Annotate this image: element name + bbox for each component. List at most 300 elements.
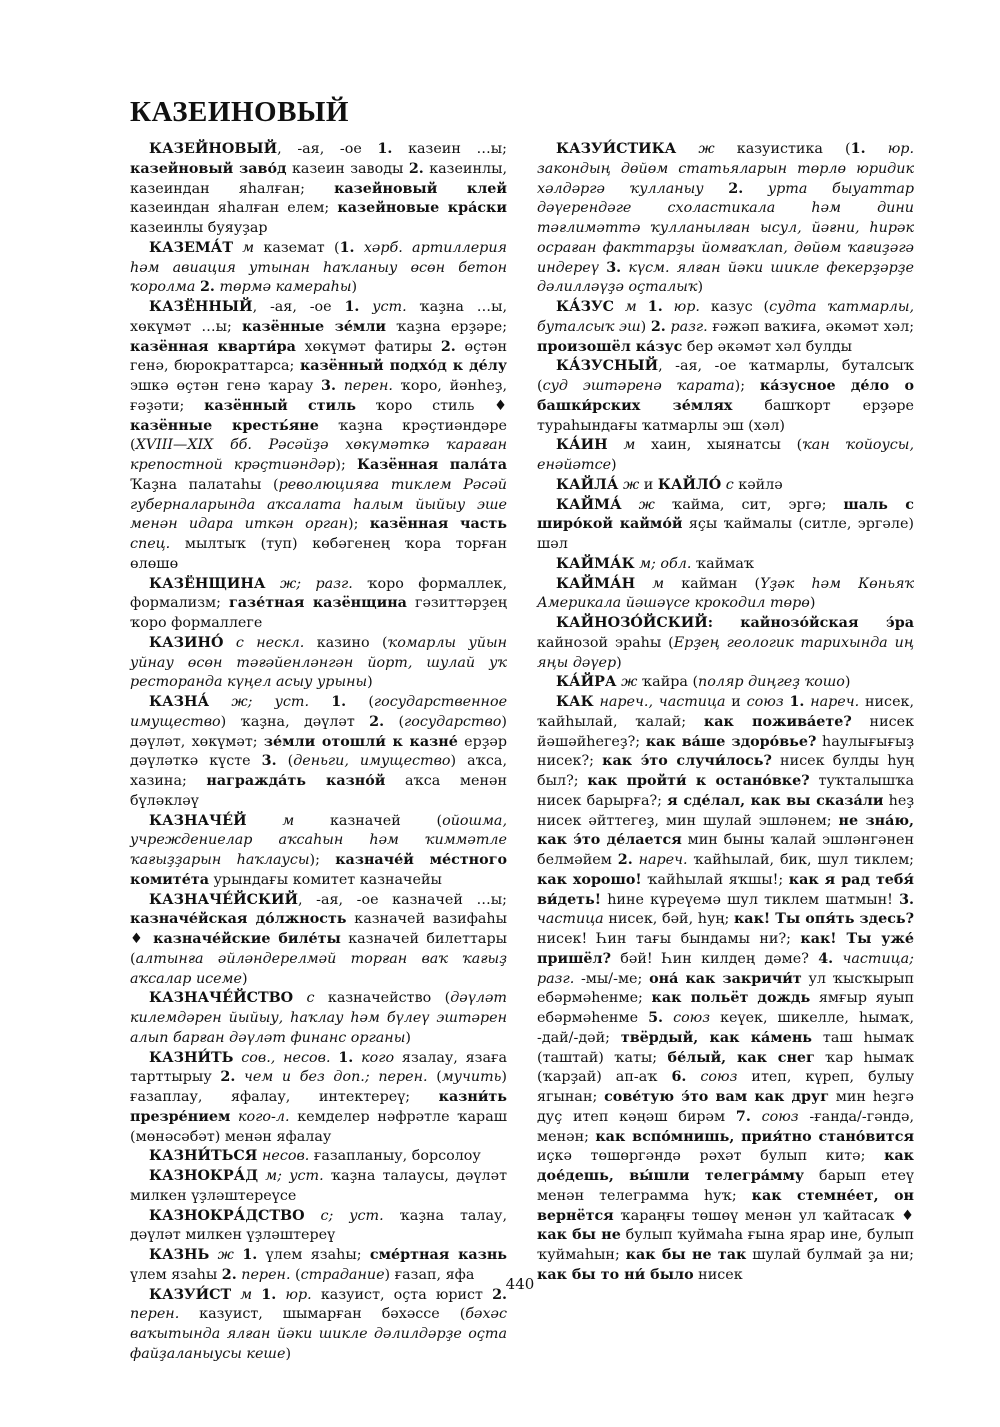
headword-text: казённый подхо́д к де́лу (299, 358, 508, 375)
definition-text: ) дәүләт, хөкүмәт; (130, 713, 507, 750)
label-text: нареч., частица (599, 694, 726, 710)
definition-text (866, 141, 888, 157)
headword-text: 7. (735, 1108, 751, 1125)
definition-text: ) (809, 595, 816, 612)
page-number: 440 (505, 1275, 535, 1293)
headword-text: не зна́ю, как э́то де́лается (537, 812, 914, 849)
headword-text: как стемне́ет, он вернётся (537, 1187, 914, 1224)
definition-text (676, 141, 698, 157)
definition-text: һаулығығыҙ нисек?; (537, 733, 914, 770)
definition-text: урындағы комитет казначейы (208, 871, 442, 888)
definition-text: ) (351, 279, 358, 296)
dictionary-entry (537, 555, 914, 575)
definition-text (336, 378, 344, 394)
label-text: ойошма, учреждениелар аҡсаһын һәм ҡиммәтле ҡағыҙҙарын һаҡлаусы (130, 812, 507, 868)
dictionary-entry (130, 1147, 507, 1167)
headword-text: произошёл ка́зус (537, 338, 683, 355)
definition-text: туҡталышҡа нисек барырға?; (537, 773, 914, 809)
definition-text (359, 299, 372, 315)
definition-text: ул ҡысҡырып ебәрмәһенме; (537, 970, 915, 1007)
definition-text: , -ая, -ое (252, 299, 345, 315)
headword-text: КАЙЛА́ (556, 476, 619, 493)
headword-text: казейновый заво́д (130, 160, 287, 177)
label-text: кого (361, 1049, 395, 1066)
headword-text: 6. (671, 1069, 687, 1086)
label-text: уст. (372, 299, 407, 315)
definition-text: ) ғазаплау, яфалау, интектереү; (130, 1069, 507, 1105)
label-text: ҡан ҡойоусы, енәйәтсе (537, 437, 914, 473)
definition-text: ) (367, 674, 373, 691)
headword-text: как дое́дешь, вы́шли телегра́мму (537, 1148, 914, 1184)
dictionary-entry (537, 693, 914, 1286)
label-text: м; уст. (265, 1168, 324, 1184)
definition-text: казеинлы, казеиндан яһалған; (130, 160, 507, 197)
dictionary-entry (537, 298, 914, 357)
definition-text: казеин …ы; (392, 141, 508, 157)
definition-text: , -ая, -ое ҡатмарлы, буталсыҡ ( (537, 358, 914, 394)
definition-text: ҡар һымаҡ (ҡарҙай) ап-аҡ (537, 1049, 914, 1086)
running-head: КАЗЕИНОВЫЙ (130, 96, 349, 128)
label-text: с (306, 990, 315, 1007)
definition-text: итеп, күреп, булыу ягынан; (537, 1069, 914, 1105)
headword-text: как вспо́мнишь, прия́тно стано́вится (595, 1128, 915, 1145)
definition-text (233, 240, 242, 256)
definition-text (713, 615, 740, 631)
definition-text: ҡайма, сит, эргә; (654, 496, 844, 513)
definition-text: аҡса менән бүләкләү (130, 773, 507, 809)
headword-text: КАЗНАЧЕ́ЙСКИЙ (149, 891, 298, 908)
label-text: м (240, 1286, 253, 1303)
label-text: күсм. ялған йәки шикле фекерҙәрҙе дәлилләүҙә оҫталыҡ (537, 259, 914, 296)
headword-text: казначе́йская до́лжность (130, 911, 347, 928)
headword-text: 1. (647, 299, 663, 315)
headword-text: как пройти́ к остано́вке? (587, 773, 810, 789)
headword-text: казённая кварти́ра (130, 338, 296, 355)
label-text: государство (404, 713, 502, 730)
definition-text: һине күреүемә шул тиклем шатмын! (601, 891, 900, 908)
headword-text: 1. (789, 694, 805, 710)
headword-text: КАЗНИ́ТЬ (149, 1049, 234, 1066)
definition-text: ҡаймаҡ (691, 555, 755, 572)
headword-text: 2. (440, 338, 456, 355)
dictionary-entry (130, 140, 507, 239)
headword-text: казначе́йские биле́ты (153, 931, 341, 947)
headword-text: КАЙНОЗО́ЙСКИЙ: (556, 615, 714, 631)
label-text: юр. (285, 1286, 312, 1303)
headword-text: как! Ты опя́ть здесь? (733, 911, 914, 928)
definition-text: ғазапланыу, борсолоу (309, 1148, 481, 1165)
dictionary-entry (537, 614, 914, 673)
definition-text: казначей билеттары ( (130, 931, 507, 967)
definition-text: нисек! Һин тағы бындамы ни?; (537, 931, 801, 947)
label-text: алтынға әйләндерелмәй торған ваҡ ҡағыҙ аҡсалар исеме (130, 950, 507, 987)
label-text: м (624, 299, 637, 315)
definition-text: ( (276, 753, 294, 770)
dictionary-entry (537, 673, 914, 693)
dictionary-entry (537, 496, 914, 555)
definition-text: ҡаҙна …ы, хөкүмәт …ы; (130, 299, 508, 335)
dictionary-entry (130, 1286, 507, 1365)
headword-text: 1. (242, 1247, 258, 1263)
label-text: урта быуаттар дәүерендәге схоластикала һәм дини тәғлимәттә ҡулланылған ысул, йәғни, һирәк осраған факттарҙы йомғаҡлап, дөйөм ҡағиҙәгә индереү (537, 180, 914, 276)
headword-text: КАЗЁНЩИНА (149, 575, 266, 592)
label-text: ж; уст. (231, 694, 309, 710)
headword-text: казни́ть презре́нием (130, 1089, 507, 1125)
label-text: м; обл. (639, 555, 692, 572)
definition-text: өҫтән генә, бюрократтарса; (130, 338, 507, 375)
definition-text: ҡайһылай яҡшы!; (641, 871, 789, 888)
headword-text: 1. (338, 1049, 354, 1066)
definition-text: кеүек, шикелле, һымаҡ, -дай/-дәй; (537, 1010, 914, 1046)
definition-text: язалау, язаға тарттырыу (130, 1049, 508, 1086)
definition-text: үлем язаһы (130, 1266, 222, 1283)
dictionary-entry (537, 436, 914, 476)
label-text: страдание (300, 1266, 385, 1283)
definition-text: ); (309, 852, 336, 868)
definition-text: ); (734, 378, 760, 394)
headword-text: казначе́й ме́стного комите́та (130, 852, 507, 888)
dictionary-entry (130, 298, 507, 575)
definition-text (743, 181, 768, 197)
dictionary-entry (537, 140, 914, 298)
label-text: м (652, 575, 665, 592)
headword-text: КАЙЛО́ (657, 476, 722, 493)
headword-text: 1. (261, 1286, 277, 1303)
headword-text: КАЙМА́ (556, 496, 622, 513)
headword-text: 1. (339, 239, 355, 256)
headword-text: КАЙМА́Н (556, 575, 636, 592)
headword-text: 2. (728, 180, 744, 197)
label-text: перен. (241, 1266, 291, 1283)
definition-text: ҡаҙна талаусы, дәүләт милкен үҙләштереүсе (130, 1168, 507, 1204)
label-text: чем и без доп.; перен. (244, 1069, 428, 1086)
definition-text: казуист, шымарған бәхәссе ( (179, 1306, 466, 1323)
headword-text: бе́лый, как снег (667, 1049, 815, 1066)
label-text: частица (537, 911, 604, 928)
headword-text: казённый стиль (204, 397, 356, 414)
definition-text: казино ( (304, 634, 388, 651)
definition-text: үлем язаһы; (257, 1247, 370, 1263)
definition-text (209, 694, 231, 710)
definition-text (309, 694, 331, 710)
dictionary-entry (537, 476, 914, 496)
headword-text: КАЗНОКРА́Д (149, 1168, 259, 1184)
dictionary-entry (130, 575, 507, 634)
headword-text: казённые кресть́яне (130, 417, 319, 434)
headword-text: газе́тная казёнщина (228, 595, 407, 612)
definition-text: ); (335, 457, 357, 473)
definition-text (637, 299, 648, 315)
definition-text (247, 813, 283, 829)
definition-text: Ҡаҙна палатаһы ( (130, 476, 279, 493)
dictionary-entry (537, 357, 914, 436)
definition-text: нисек, ҡайһылай, ҡалай; (537, 694, 915, 730)
definition-text: ); (348, 516, 370, 533)
definition-text: ( (346, 694, 374, 710)
definition-text: ) (241, 970, 248, 987)
label-text: юр. (673, 299, 700, 315)
definition-text: , -ая, -ое казначей …ы; (297, 891, 507, 908)
definition-text: ямғыр яуып ебәрмәһенме (537, 990, 915, 1026)
definition-text: нисек (693, 1266, 743, 1283)
label-text: союз (761, 1108, 799, 1125)
headword-text: 5. (648, 1010, 664, 1026)
definition-text: мин һеҙгә дуҫ итеп кәңәш бирәм (537, 1089, 914, 1125)
definition-text: ҡоро, йәнһеҙ, ғәҙәти; (130, 378, 507, 414)
headword-text: 2. (221, 1266, 237, 1283)
headword-text: как бы то ни́ было (537, 1266, 694, 1283)
definition-text: , -ая, -ое (277, 141, 378, 157)
definition-text: казначей вазифаһы ♦ (130, 911, 507, 947)
label-text: ж; разг. (279, 575, 353, 592)
headword-text: 4. (818, 950, 834, 967)
headword-text: она́ как закричи́т (649, 970, 802, 987)
headword-text: награжда́ть казно́й (206, 773, 386, 789)
headword-text: КА́ЗУСНЫЙ (556, 358, 659, 375)
label-text: суд эштәренә ҡарата (542, 378, 735, 394)
label-text: ж (698, 141, 715, 157)
headword-text: зе́мли отошли́ к казне́ (263, 733, 458, 750)
dictionary-entry (130, 1167, 507, 1207)
definition-text: казус ( (699, 299, 770, 315)
label-text: ҡомарлы уйын уйнау өсөн тәғәйенләнгән йорт, шулай уҡ ресторанда күңел асыу урыны (130, 634, 508, 691)
label-text: разг. (670, 318, 708, 335)
definition-text: ҡаҙна крәҫтиәндәре ( (130, 417, 508, 454)
headword-text: Казённая пала́та (356, 457, 507, 473)
headword-text: казённая часть (369, 516, 507, 533)
headword-text: кайнозо́йская э́ра (740, 615, 914, 631)
headword-text: КАЗНОКРА́ДСТВО (149, 1207, 305, 1224)
definition-text: мылтыҡ (туп) көбәгенең ҡора торған өлөшө (130, 536, 507, 572)
headword-text: КАЗНА́ (149, 694, 210, 710)
headword-text: как пожива́ете? (703, 713, 852, 730)
definition-text: бер әкәмәт хәл булды (682, 338, 852, 355)
definition-text: ) ҡаҙна, дәүләт (220, 713, 370, 730)
headword-text: 3. (606, 259, 622, 276)
definition-text: ҡаҙна талау, дәүләт милкен үҙләштереү (130, 1207, 507, 1244)
headword-text: КАЗНИ́ТЬСЯ (149, 1148, 258, 1165)
dictionary-entry (130, 891, 507, 990)
label-text: сов., несов. (241, 1049, 331, 1066)
definition-text (663, 1010, 673, 1026)
headword-text: КАЗНАЧЕ́Й (149, 812, 247, 829)
headword-text: 1. (850, 141, 866, 157)
definition-text: казеинлы буяуҙар (130, 220, 268, 236)
definition-text (266, 576, 280, 592)
headword-text: 3. (899, 891, 914, 908)
definition-text: и (639, 476, 658, 493)
headword-text: казённые зе́мли (241, 318, 387, 335)
dictionary-entry (130, 1049, 507, 1148)
headword-text: 2. (408, 160, 424, 177)
definition-text (209, 1247, 217, 1263)
headword-text: как э́то случи́лось? (602, 753, 772, 770)
label-text: ж (623, 476, 640, 493)
headword-text: КАК (556, 694, 594, 710)
definition-text: ҡаҙна ерҙәре; (386, 318, 508, 335)
label-text: перен. (343, 378, 393, 394)
label-text: нареч. (810, 694, 860, 710)
definition-text (635, 576, 652, 592)
dictionary-entry (130, 989, 507, 1048)
definition-text: ) (640, 318, 651, 335)
definition-text: ) (611, 457, 617, 473)
definition-text (235, 1069, 244, 1085)
headword-text: сове́тую э́то вам как друг (604, 1089, 829, 1105)
definition-text: бәй! Һин килдең дәме? (610, 950, 819, 967)
label-text: несов. (261, 1148, 310, 1165)
definition-text (751, 1109, 762, 1125)
definition-text (231, 1287, 240, 1303)
label-text: перен. (130, 1306, 180, 1323)
definition-text: ( (427, 1069, 442, 1086)
definition-text: ҡараңғы төшөү менән ул ҡайтасаҡ ♦ (613, 1207, 914, 1224)
label-text: Ерҙең геологик тарихында иң яңы дәүер (537, 634, 915, 671)
label-text: ж (621, 674, 638, 691)
definition-text: эшкә өҫтән генә ҡарау (130, 378, 321, 394)
definition-text: ) (285, 1345, 292, 1362)
definition-text (686, 1069, 700, 1085)
headword-text: 2. (650, 318, 666, 335)
definition-text: ҡоро формаллек, формализм; (130, 575, 508, 612)
definition-text: и (725, 694, 747, 710)
definition-text: -ғанда/-гәндә, менән; (537, 1108, 914, 1145)
definition-text: булып ҡуймаһа ғына ярар ине, булып ҡуймаһын; (537, 1227, 915, 1263)
definition-text: каземат ( (254, 239, 340, 256)
label-text: мучить (441, 1069, 502, 1086)
label-text: с (725, 476, 734, 493)
headword-text: 1. (344, 299, 360, 315)
label-text: юр. закондың дөйөм статьяларын төрлө юридик хәлдәргә ҡулланыу (537, 141, 914, 197)
definition-text: ) (405, 1029, 411, 1046)
dictionary-entry (130, 239, 507, 298)
definition-text: ) (844, 674, 851, 691)
label-text: ж (217, 1247, 234, 1263)
label-text: нареч. (638, 852, 688, 868)
headword-text: 3. (261, 753, 277, 770)
headword-text: КАЗИНО́ (149, 634, 224, 651)
definition-text: таш һымаҡ (таштай) ҡаты; (537, 1029, 915, 1066)
definition-text (223, 635, 235, 651)
headword-text: КАЗУИ́СТИКА (556, 141, 677, 157)
headword-text: КАЙМА́К (556, 555, 635, 572)
label-text: союз (700, 1069, 738, 1086)
definition-text: ҡайһылай, бик, шул тиклем; (687, 852, 915, 868)
definition-text (704, 181, 729, 197)
definition-text: казуист, оҫта юрист (311, 1286, 493, 1303)
definition-text: кайнозой эраһы ( (537, 634, 674, 651)
definition-text (293, 990, 306, 1006)
definition-text: шулай булмай ҙа ни; (746, 1247, 914, 1263)
definition-text (252, 1287, 261, 1303)
headword-text: 1. (331, 694, 347, 710)
headword-text: как я рад тебя́ ви́деть! (537, 871, 914, 908)
label-text: государственное имущество (130, 694, 508, 730)
column-right (537, 140, 914, 1284)
definition-text: хаин, хыянатсы ( (635, 437, 803, 454)
dictionary-entry (130, 1246, 507, 1286)
definition-text: ғәжәп ваҡиға, әкәмәт хәл; (707, 318, 915, 335)
headword-text: как! Ты уже́ пришёл? (537, 931, 914, 967)
label-text: бәхәс ваҡытында ялған йәки шикле дәлилдәрҙе оҫта файҙаланыусы кеше (130, 1306, 507, 1362)
headword-text: 3. (321, 378, 336, 394)
definition-text: ерҙәр дәүләткә күсте (130, 733, 507, 770)
headword-text: казейновый клей (334, 180, 508, 197)
definition-text: ҡоро стиль ♦ (355, 397, 507, 414)
definition-text (305, 1208, 321, 1224)
definition-text (614, 299, 625, 315)
headword-text: КАЗЁННЫЙ (149, 299, 253, 315)
dictionary-entry (130, 693, 507, 812)
label-text: м (282, 812, 295, 829)
column-left (130, 140, 508, 1362)
definition-text: нисек, бәй, һуң; (603, 911, 734, 928)
definition-text: казуистика ( (714, 141, 851, 157)
headword-text: как ва́ше здоро́вье? (645, 733, 817, 750)
definition-text: -мы/-ме; (574, 970, 650, 987)
definition-text (608, 437, 624, 453)
definition-text: нисек йәшәйһегеҙ?; (537, 713, 914, 750)
definition-text (355, 240, 364, 256)
headword-text: 2. (199, 279, 215, 296)
definition-text: яҫы ҡаймалы (ситле, эргәле) шәл (537, 516, 914, 552)
definition-text: казеин заводы (286, 160, 409, 177)
definition-text (622, 497, 639, 513)
label-text: м (242, 239, 255, 256)
headword-text: твёрдый, как ка́мень (620, 1029, 813, 1046)
definition-text: ) ғазап, яфа (384, 1266, 475, 1283)
label-text: Үҙәк һәм Көньяҡ Америкала йәшәүсе крокодил төрө (537, 575, 915, 612)
definition-text: ) (697, 279, 704, 296)
label-text: хәрб. артиллерия һәм авиация утынан һаҡланыу өсөн бетон ҡоролма (130, 239, 507, 296)
definition-text: барып етеү менән телеграмма һуҡ; (537, 1168, 914, 1204)
definition-text: башҡорт ерҙәре тураһындағы ҡатмарлы эш (хәл) (537, 397, 914, 434)
definition-text: кәйлә (733, 476, 783, 493)
label-text: поляр диңгеҙ ҡошо (698, 674, 845, 691)
definition-text (353, 1050, 361, 1066)
definition-text: ) (616, 654, 622, 671)
label-text: ж (638, 496, 655, 513)
label-text: кого-л. (238, 1108, 290, 1125)
definition-text: кайман ( (664, 575, 761, 592)
label-text: революцияға тиклем Рәсәй губерналарында аҡсалата һалым йыйыу эше менән идара иткән орган (130, 476, 507, 533)
definition-text: ҡайра ( (637, 674, 699, 691)
dictionary-entry (130, 812, 507, 891)
headword-text: шаль с широ́кой каймо́й (537, 496, 914, 533)
label-text: союз (673, 1010, 711, 1026)
definition-text: ( (290, 1266, 301, 1283)
definition-text: ( (384, 713, 405, 730)
headword-text: КАЗНЬ (149, 1247, 210, 1263)
headword-text: КАЗЕМА́Т (149, 239, 233, 256)
dictionary-entry (537, 575, 914, 615)
headword-text: 2. (617, 852, 633, 868)
definition-text: гәзиттәрҙең ҡоро формаллеге (130, 595, 507, 631)
headword-text: 1. (377, 141, 393, 157)
label-text: төрмә камераһы (219, 279, 352, 296)
label-text: частица; разг. (537, 950, 914, 987)
headword-text: КАЗУИ́СТ (149, 1286, 232, 1303)
definition-text: ) аҡса, хазина; (130, 753, 507, 789)
label-text: спец. (130, 536, 171, 552)
headword-text: сме́ртная казнь (369, 1247, 507, 1263)
headword-text: КА́ЗУС (556, 299, 614, 315)
dictionary-entry (130, 1207, 507, 1247)
headword-text: я сде́лал, как вы сказа́ли (667, 792, 884, 809)
definition-text: казначейство ( (314, 990, 451, 1007)
definition-text: кемделер нәфрәтле ҡараш (мөнәсәбәт) менән яфалау (130, 1108, 508, 1145)
label-text: XVIII—XIX бб. Рәсәйҙә хөкүмәткә ҡараған крепостной крәҫтиәндәр (130, 437, 507, 473)
